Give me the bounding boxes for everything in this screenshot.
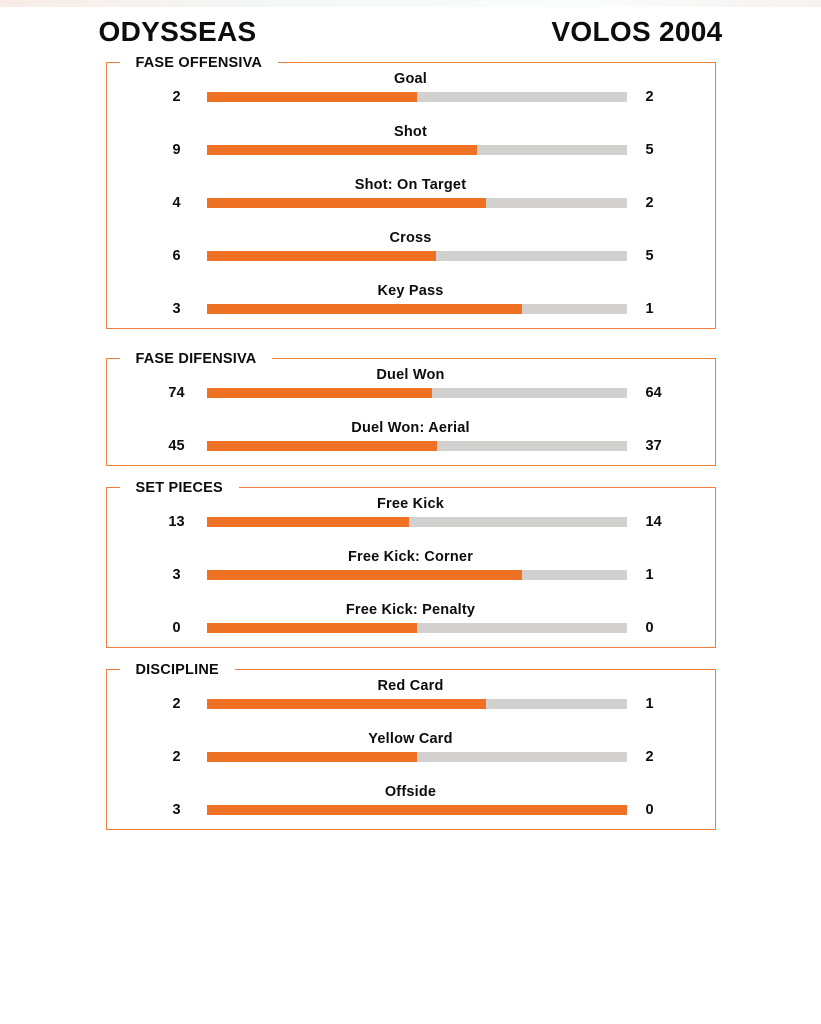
stat-row (107, 368, 715, 399)
stat-label: Duel Won: Aerial (351, 420, 470, 436)
home-bar-fill (207, 388, 432, 398)
stat-bar (207, 805, 627, 815)
section-rows (107, 368, 715, 452)
stat-row (107, 732, 715, 763)
stat-values (107, 516, 715, 528)
header (99, 17, 723, 46)
home-bar-fill (207, 441, 437, 451)
away-value: 1 (645, 696, 654, 712)
stat-label: Goal (393, 71, 428, 87)
stat-values (107, 751, 715, 763)
section-title: FASE OFFENSIVA (120, 55, 279, 71)
stat-bar (207, 145, 627, 155)
home-value: 3 (172, 301, 181, 317)
home-bar-fill (207, 92, 417, 102)
away-value: 1 (645, 301, 654, 317)
stat-bar (207, 304, 627, 314)
stat-bar (207, 441, 627, 451)
stat-bar (207, 699, 627, 709)
home-value: 2 (172, 696, 181, 712)
stat-bar (207, 388, 627, 398)
stat-section (106, 350, 716, 466)
home-value: 9 (172, 142, 181, 158)
stat-values (107, 144, 715, 156)
away-value: 0 (645, 620, 654, 636)
stat-label: Free Kick: Penalty (345, 602, 476, 618)
home-bar-fill (207, 623, 417, 633)
stats-sections (106, 54, 716, 830)
section-rows (107, 72, 715, 315)
stat-values (107, 91, 715, 103)
section-title: SET PIECES (120, 480, 239, 496)
away-value: 0 (645, 802, 654, 818)
home-bar-fill (207, 304, 522, 314)
home-bar-fill (207, 145, 477, 155)
away-value: 5 (645, 142, 654, 158)
home-value: 13 (168, 514, 185, 530)
stat-bar (207, 198, 627, 208)
stat-values (107, 303, 715, 315)
away-value: 14 (645, 514, 662, 530)
home-bar-fill (207, 570, 522, 580)
stat-values (107, 440, 715, 452)
stat-label: Cross (389, 230, 432, 246)
away-value: 5 (645, 248, 654, 264)
stat-label: Red Card (377, 678, 444, 694)
stat-bar (207, 251, 627, 261)
stat-section (106, 479, 716, 648)
stat-row (107, 497, 715, 528)
stat-label: Yellow Card (368, 731, 453, 747)
stat-bar (207, 752, 627, 762)
away-value: 64 (645, 385, 662, 401)
stat-row (107, 125, 715, 156)
stat-label: Offside (384, 784, 437, 800)
home-value: 0 (172, 620, 181, 636)
stat-values (107, 698, 715, 710)
stat-values (107, 387, 715, 399)
section-title: DISCIPLINE (120, 662, 235, 678)
section-rows (107, 497, 715, 634)
stat-row (107, 284, 715, 315)
home-team-name: ODYSSEAS (98, 16, 257, 47)
top-strip (0, 0, 821, 7)
stat-section (106, 54, 716, 329)
home-bar-fill (207, 517, 409, 527)
home-bar-fill (207, 699, 487, 709)
home-value: 4 (172, 195, 181, 211)
home-value: 6 (172, 248, 181, 264)
stat-row (107, 231, 715, 262)
home-bar-fill (207, 752, 417, 762)
away-value: 1 (645, 567, 654, 583)
stat-row (107, 421, 715, 452)
home-value: 2 (172, 749, 181, 765)
stat-label: Free Kick (376, 496, 445, 512)
section-rows (107, 679, 715, 816)
stat-values (107, 622, 715, 634)
stat-label: Free Kick: Corner (347, 549, 474, 565)
stat-bar (207, 517, 627, 527)
stat-section (106, 661, 716, 830)
away-value: 2 (645, 195, 654, 211)
stat-values (107, 804, 715, 816)
stat-row (107, 785, 715, 816)
stat-bar (207, 92, 627, 102)
home-value: 3 (172, 802, 181, 818)
home-value: 74 (168, 385, 185, 401)
stat-row (107, 178, 715, 209)
stat-label: Duel Won (376, 367, 445, 383)
stat-row (107, 603, 715, 634)
home-bar-fill (207, 251, 436, 261)
away-team-name: VOLOS 2004 (551, 16, 723, 47)
section-title: FASE DIFENSIVA (120, 351, 273, 367)
stat-label: Shot: On Target (354, 177, 467, 193)
home-value: 45 (168, 438, 185, 454)
stat-label: Shot (393, 124, 427, 140)
stat-row (107, 72, 715, 103)
stat-values (107, 197, 715, 209)
stat-values (107, 569, 715, 581)
away-value: 2 (645, 89, 654, 105)
stat-label: Key Pass (377, 283, 444, 299)
stat-bar (207, 570, 627, 580)
stat-row (107, 550, 715, 581)
home-bar-fill (207, 805, 627, 815)
home-value: 2 (172, 89, 181, 105)
away-value: 2 (645, 749, 654, 765)
home-value: 3 (172, 567, 181, 583)
stat-row (107, 679, 715, 710)
stat-bar (207, 623, 627, 633)
stat-values (107, 250, 715, 262)
home-bar-fill (207, 198, 487, 208)
away-value: 37 (645, 438, 662, 454)
